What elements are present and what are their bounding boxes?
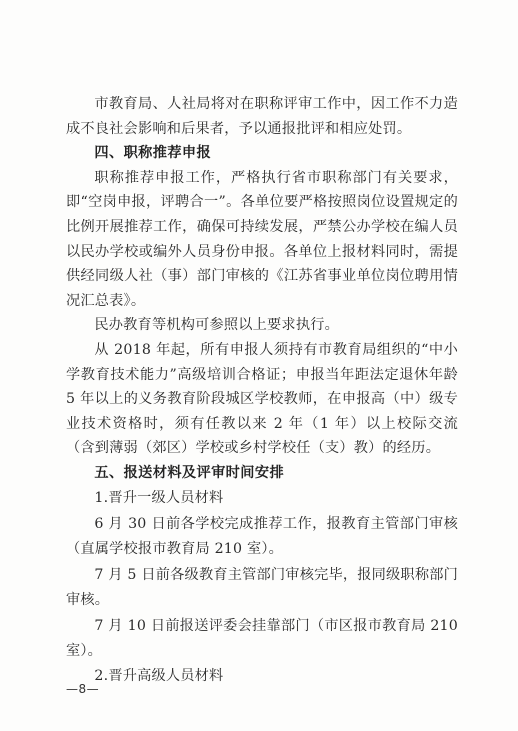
subheading-level-1-materials: 1.晋升一级人员材料 xyxy=(94,489,224,506)
section-heading-5: 五、报送材料及评审时间安排 xyxy=(94,464,285,481)
subheading-senior-materials: 2.晋升高级人员材料 xyxy=(94,667,224,684)
paragraph-2018-requirement: 从 2018 年起，所有申报人须持有市教育局组织的“中小学教育技术能力”高级培训合格证；申报当年距法定退休年龄 5 年以上的义务教育阶段城区学校教师，在申报高（中）级专业技术资格时，须有任教以来 2 年（1 年）以上校际交流（含到薄弱（郊区）学校或乡村学校任（支）教）的经历。 xyxy=(66,341,458,457)
paragraph-july-10: 7 月 10 日前报送评委会挂靠部门（市区报市教育局 210 室）。 xyxy=(66,618,458,660)
paragraph-july-5: 7 月 5 日前各级教育主管部门审核完毕，报同级职称部门审核。 xyxy=(66,567,458,608)
paragraph-private-education: 民办教育等机构可参照以上要求执行。 xyxy=(94,317,339,334)
document-body xyxy=(66,92,458,688)
paragraph-penalty: 市教育局、人社局将对在职称评审工作中，因工作不力造成不良社会影响和后果者，予以通报批评和相应处罚。 xyxy=(66,96,458,137)
paragraph-june-30: 6 月 30 日前各学校完成推荐工作，报教育主管部门审核（直属学校报市教育局 210 室）。 xyxy=(66,516,458,557)
section-heading-4: 四、职称推荐申报 xyxy=(94,145,212,162)
paragraph-recommendation: 职称推荐申报工作，严格执行省市职称部门有关要求，即“空岗申报，评聘合一”。各单位要严格按照岗位设置规定的比例开展推荐工作，确保可持续发展，严禁公办学校在编人员以民办学校或编外人员身份申报。各单位上报材料同时，需提供经同级人社（事）部门审核的《江苏省事业单位岗位聘用情况汇总表》。 xyxy=(66,169,458,309)
page-number: —8— xyxy=(66,682,100,696)
